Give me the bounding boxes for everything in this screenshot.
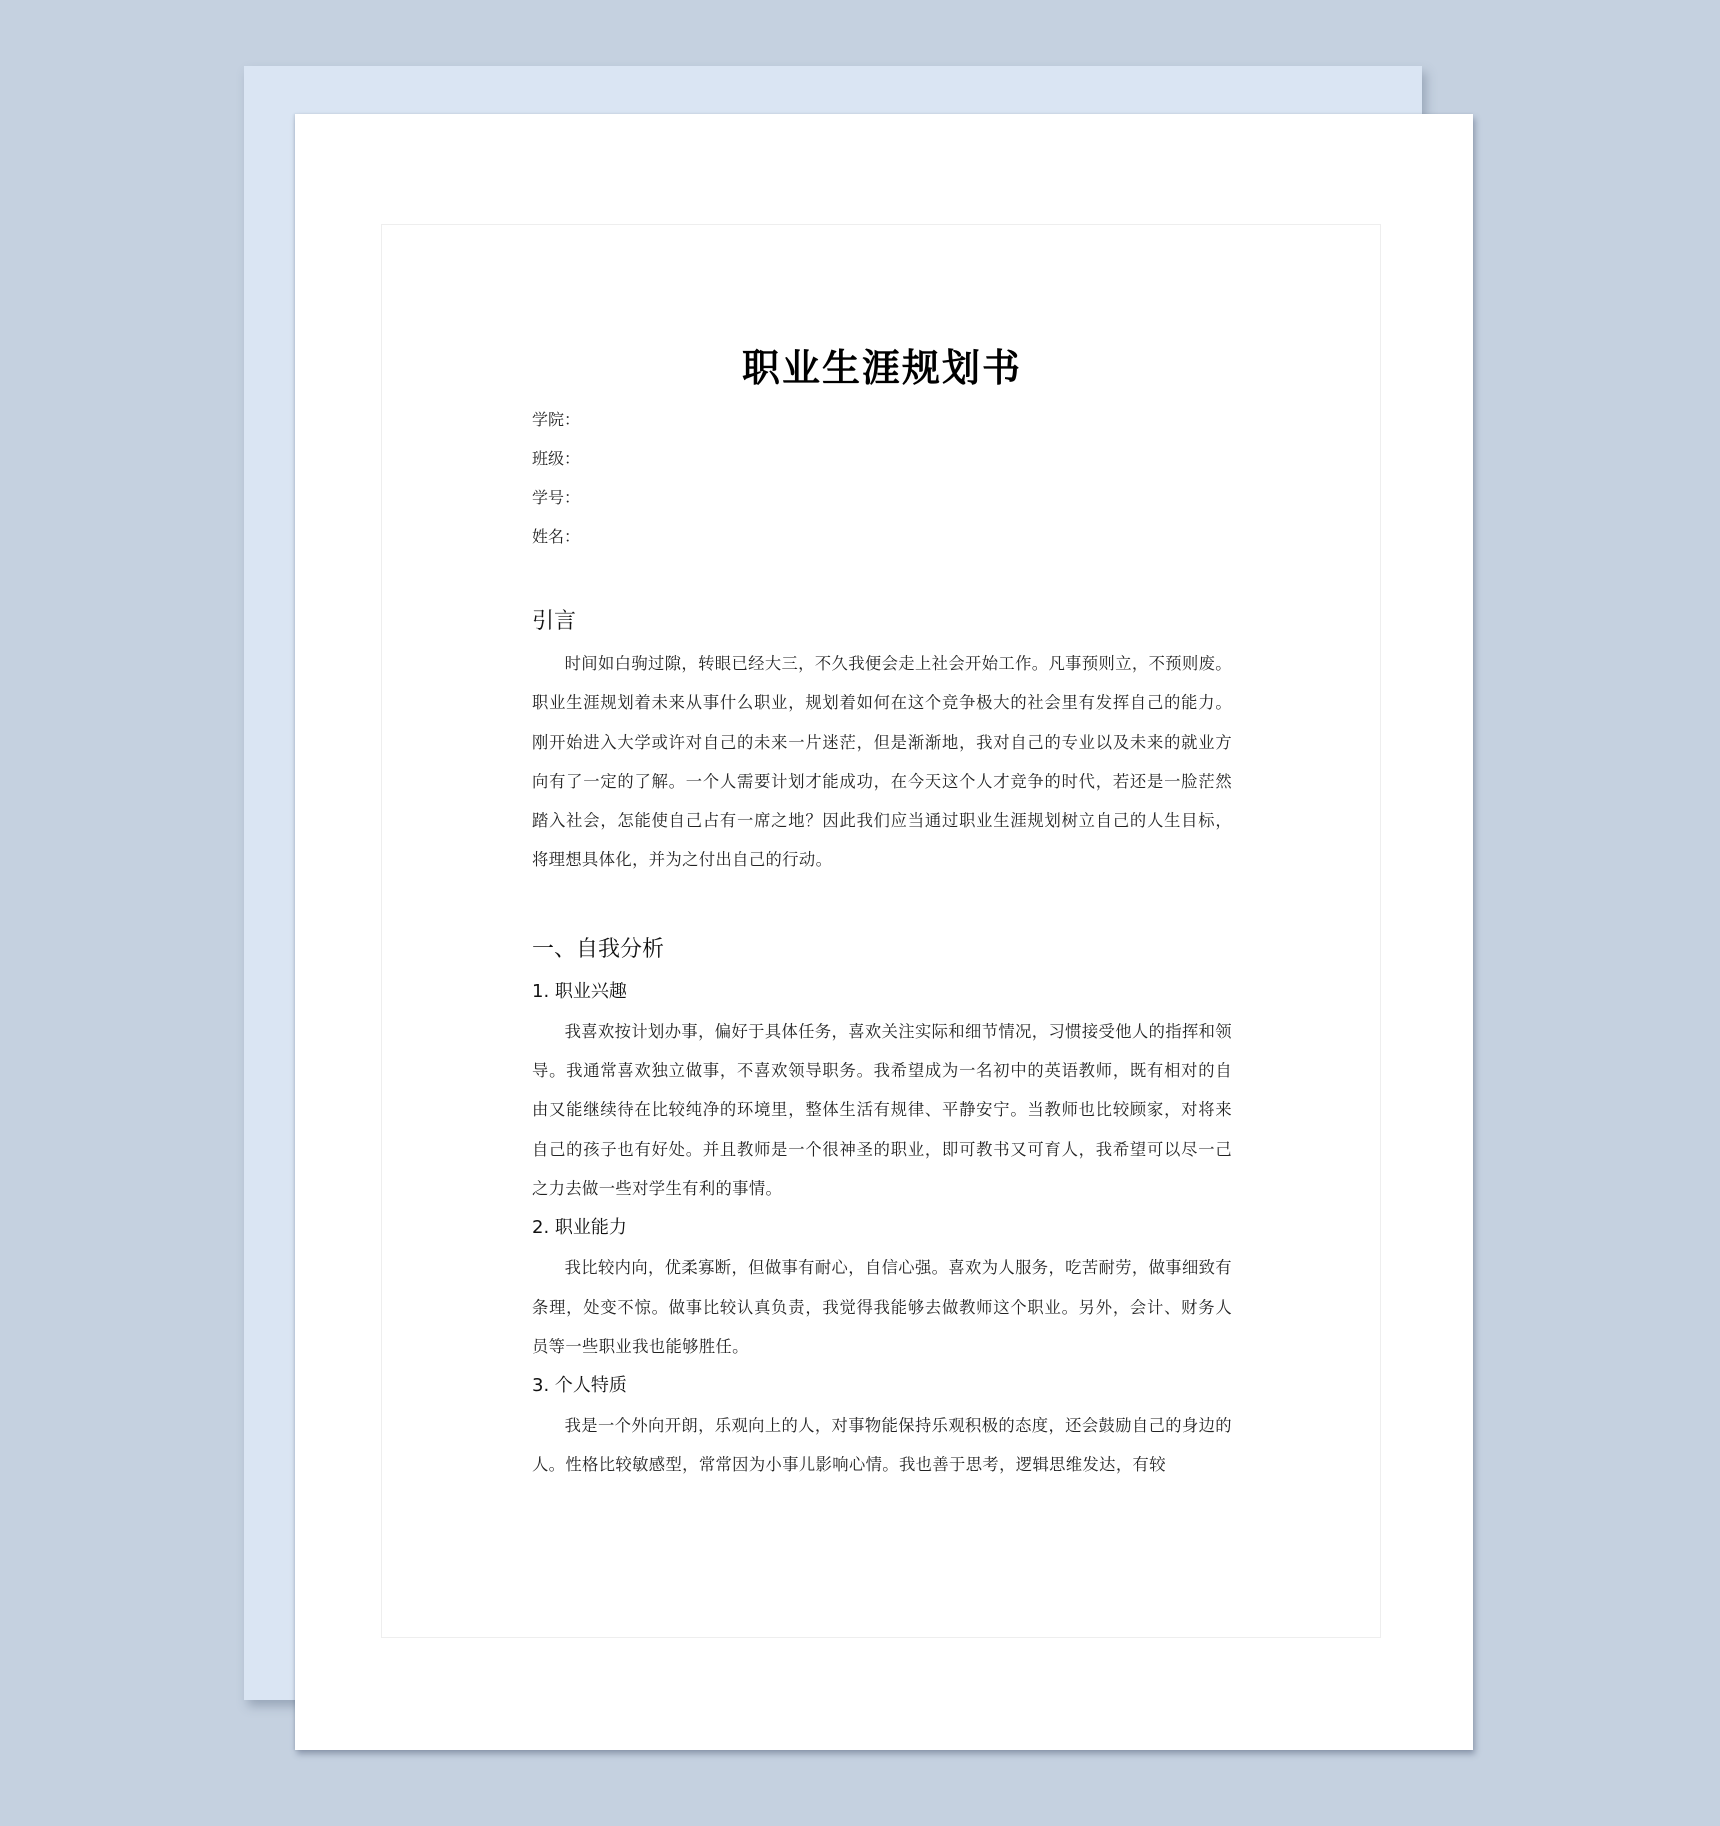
front-page-sheet bbox=[295, 114, 1473, 1750]
heading-self-analysis: 一、自我分析 bbox=[532, 936, 665, 962]
document-content bbox=[532, 344, 1232, 1485]
info-fields bbox=[532, 400, 1232, 556]
document-title: 职业生涯规划书 bbox=[741, 346, 1022, 390]
heading-career-ability: 2. 职业能力 bbox=[532, 1217, 627, 1239]
field-name: 姓名： bbox=[532, 527, 581, 546]
heading-intro: 引言 bbox=[532, 609, 577, 634]
field-class: 班级： bbox=[532, 449, 581, 468]
personal-traits-paragraph: 我是一个外向开朗，乐观向上的人，对事物能保持乐观积极的态度，还会鼓励自己的身边的人。性格比较敏感型，常常因为小事儿影响心情。我也善于思考，逻辑思维发达，有较 bbox=[532, 1416, 1232, 1475]
heading-personal-traits: 3. 个人特质 bbox=[532, 1375, 627, 1397]
career-interest-paragraph: 我喜欢按计划办事，偏好于具体任务，喜欢关注实际和细节情况，习惯接受他人的指挥和领导。我通常喜欢独立做事，不喜欢领导职务。我希望成为一名初中的英语教师，既有相对的自由又能继续待在比较纯净的环境里，整体生活有规律、平静安宁。当教师也比较顾家，对将来自己的孩子也有好处。并且教师是一个很神圣的职业，即可教书又可育人，我希望可以尽一己之力去做一些对学生有利的事情。 bbox=[532, 1021, 1232, 1198]
intro-paragraph: 时间如白驹过隙，转眼已经大三，不久我便会走上社会开始工作。凡事预则立，不预则废。职业生涯规划着未来从事什么职业，规划着如何在这个竞争极大的社会里有发挥自己的能力。刚开始进入大学或许对自己的未来一片迷茫，但是渐渐地，我对自己的专业以及未来的就业方向有了一定的了解。一个人需要计划才能成功，在今天这个人才竞争的时代，若还是一脸茫然踏入社会，怎能使自己占有一席之地？因此我们应当通过职业生涯规划树立自己的人生目标，将理想具体化，并为之付出自己的行动。 bbox=[532, 654, 1232, 870]
field-college: 学院： bbox=[532, 410, 581, 429]
heading-career-interest: 1. 职业兴趣 bbox=[532, 980, 627, 1002]
career-ability-paragraph: 我比较内向，优柔寡断，但做事有耐心，自信心强。喜欢为人服务，吃苦耐劳，做事细致有条理，处变不惊。做事比较认真负责，我觉得我能够去做教师这个职业。另外，会计、财务人员等一些职业我也能够胜任。 bbox=[532, 1258, 1232, 1356]
field-student-id: 学号： bbox=[532, 488, 581, 507]
